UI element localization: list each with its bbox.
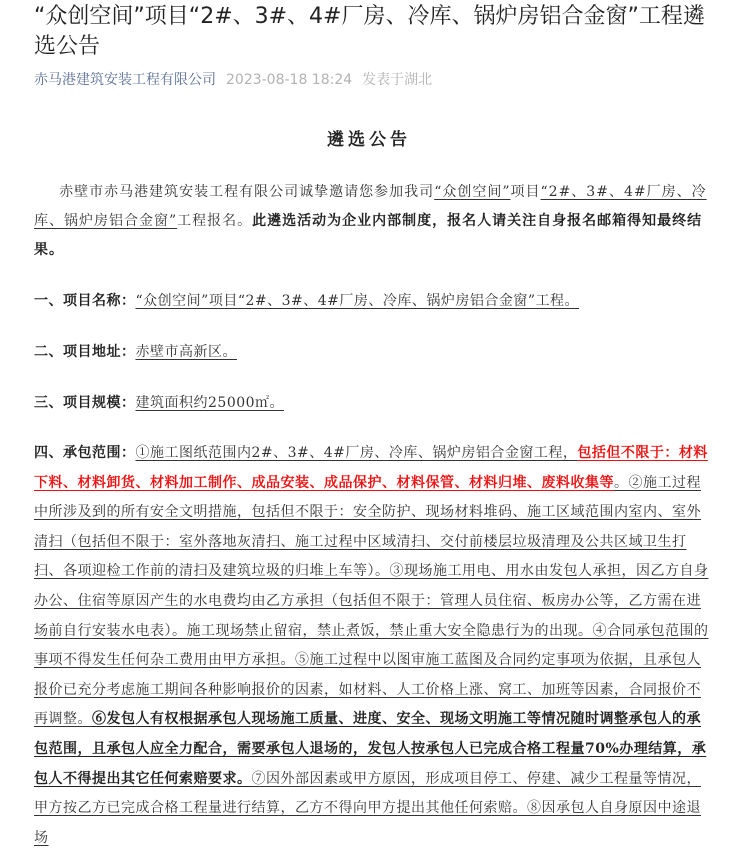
section-label: 二、项目地址：: [34, 344, 136, 360]
intro-text-pre: 赤壁市赤马港建筑安装工程有限公司诚挚邀请您参加我司: [59, 184, 435, 200]
section-project-scale: [34, 389, 712, 418]
scope-red-emphasis: 包括但不限于：材料下料、材料卸货、材料加工制作、成品安装、成品保护、材料保管、材料归堆、废料收集等: [34, 445, 708, 491]
author-link[interactable]: 赤马港建筑安装工程有限公司: [34, 72, 216, 88]
section-value: 建筑面积约25000㎡。: [135, 395, 285, 411]
notice-heading: 遴选公告: [327, 130, 411, 150]
article-title: “众创空间”项目“2#、3#、4#厂房、冷库、锅炉房铝合金窗”工程遴选公告: [34, 4, 705, 59]
section-label: 三、项目规模：: [34, 395, 136, 411]
section-contract-scope: [34, 439, 712, 853]
section-label: 一、项目名称：: [34, 293, 136, 309]
scope-bold-clause: ⑥发包人有权根据承包人现场施工质量、进度、安全、现场文明施工等情况随时调整承包人的承包范围，且承包人应全力配合，需要承包人退场的，发包人按承包人已完成合格工程量70%办理结算，承包人不得提出其它任何索赔要求。: [34, 711, 707, 787]
section-project-address: [34, 338, 712, 367]
article-body: [34, 178, 712, 846]
section-value: 赤壁市高新区。: [135, 344, 237, 360]
publish-date: 2023-08-18 18:24: [226, 72, 353, 88]
intro-paragraph: [34, 178, 712, 265]
section-value: “众创空间”项目“2#、3#、4#厂房、冷库、锅炉房铝合金窗”工程。: [135, 293, 580, 309]
section-project-name: [34, 287, 712, 316]
intro-text-mid: 项目: [510, 184, 541, 200]
scope-text-3: ⑦因外部因素或甲方原因，形成项目停工、停建、减少工程量等情况，甲方按乙方已完成合格工程量进行结算，乙方不得向甲方提出其他任何索赔。⑧因承包人自身原因中途退场: [34, 770, 701, 846]
intro-scope-name: “2#、3#、4#厂房、冷库、锅炉房铝合金窗”: [34, 184, 707, 229]
intro-project-name: “众创空间”: [434, 184, 511, 200]
scope-text-1: ①施工图纸范围内2#、3#、4#厂房、冷库、锅炉房铝合金窗工程，: [135, 445, 578, 461]
section-label: 四、承包范围：: [34, 445, 136, 461]
intro-bold-note: 此遴选活动为企业内部制度，报名人请关注自身报名邮箱得知最终结果。: [34, 213, 703, 258]
article-meta: [34, 68, 432, 92]
publish-location: 发表于湖北: [362, 72, 433, 88]
intro-text-post: 工程报名。: [177, 213, 253, 229]
scope-text-2: 。②施工过程中所涉及到的所有安全文明措施，包括但不限于：安全防护、现场材料堆码、施工区域范围内室内、室外清扫（包括但不限于：室外落地灰清扫、施工过程中区域清扫、交付前楼层垃圾清理及公共区域卫生打扫、各项迎检工作前的清扫及建筑垃圾的归堆上车等）。③现场施工用电、用水由发包人承担，因乙方自身办公、住宿等原因产生的水电费均由乙方承担（包括但不限于：管理人员住宿、板房办公等，乙方需在进场前自行安装水电表）。施工现场禁止留宿，禁止煮饭，禁止重大安全隐患行为的出现。④合同承包范围的事项不得发生任何杂工费用由甲方承担。⑤施工过程中以图审施工蓝图及合同约定事项为依据，且承包人报价已充分考虑施工期间各种影响报价的因素，如材料、人工价格上涨、窝工、加班等因素，合同报价不再调整。: [34, 474, 709, 728]
